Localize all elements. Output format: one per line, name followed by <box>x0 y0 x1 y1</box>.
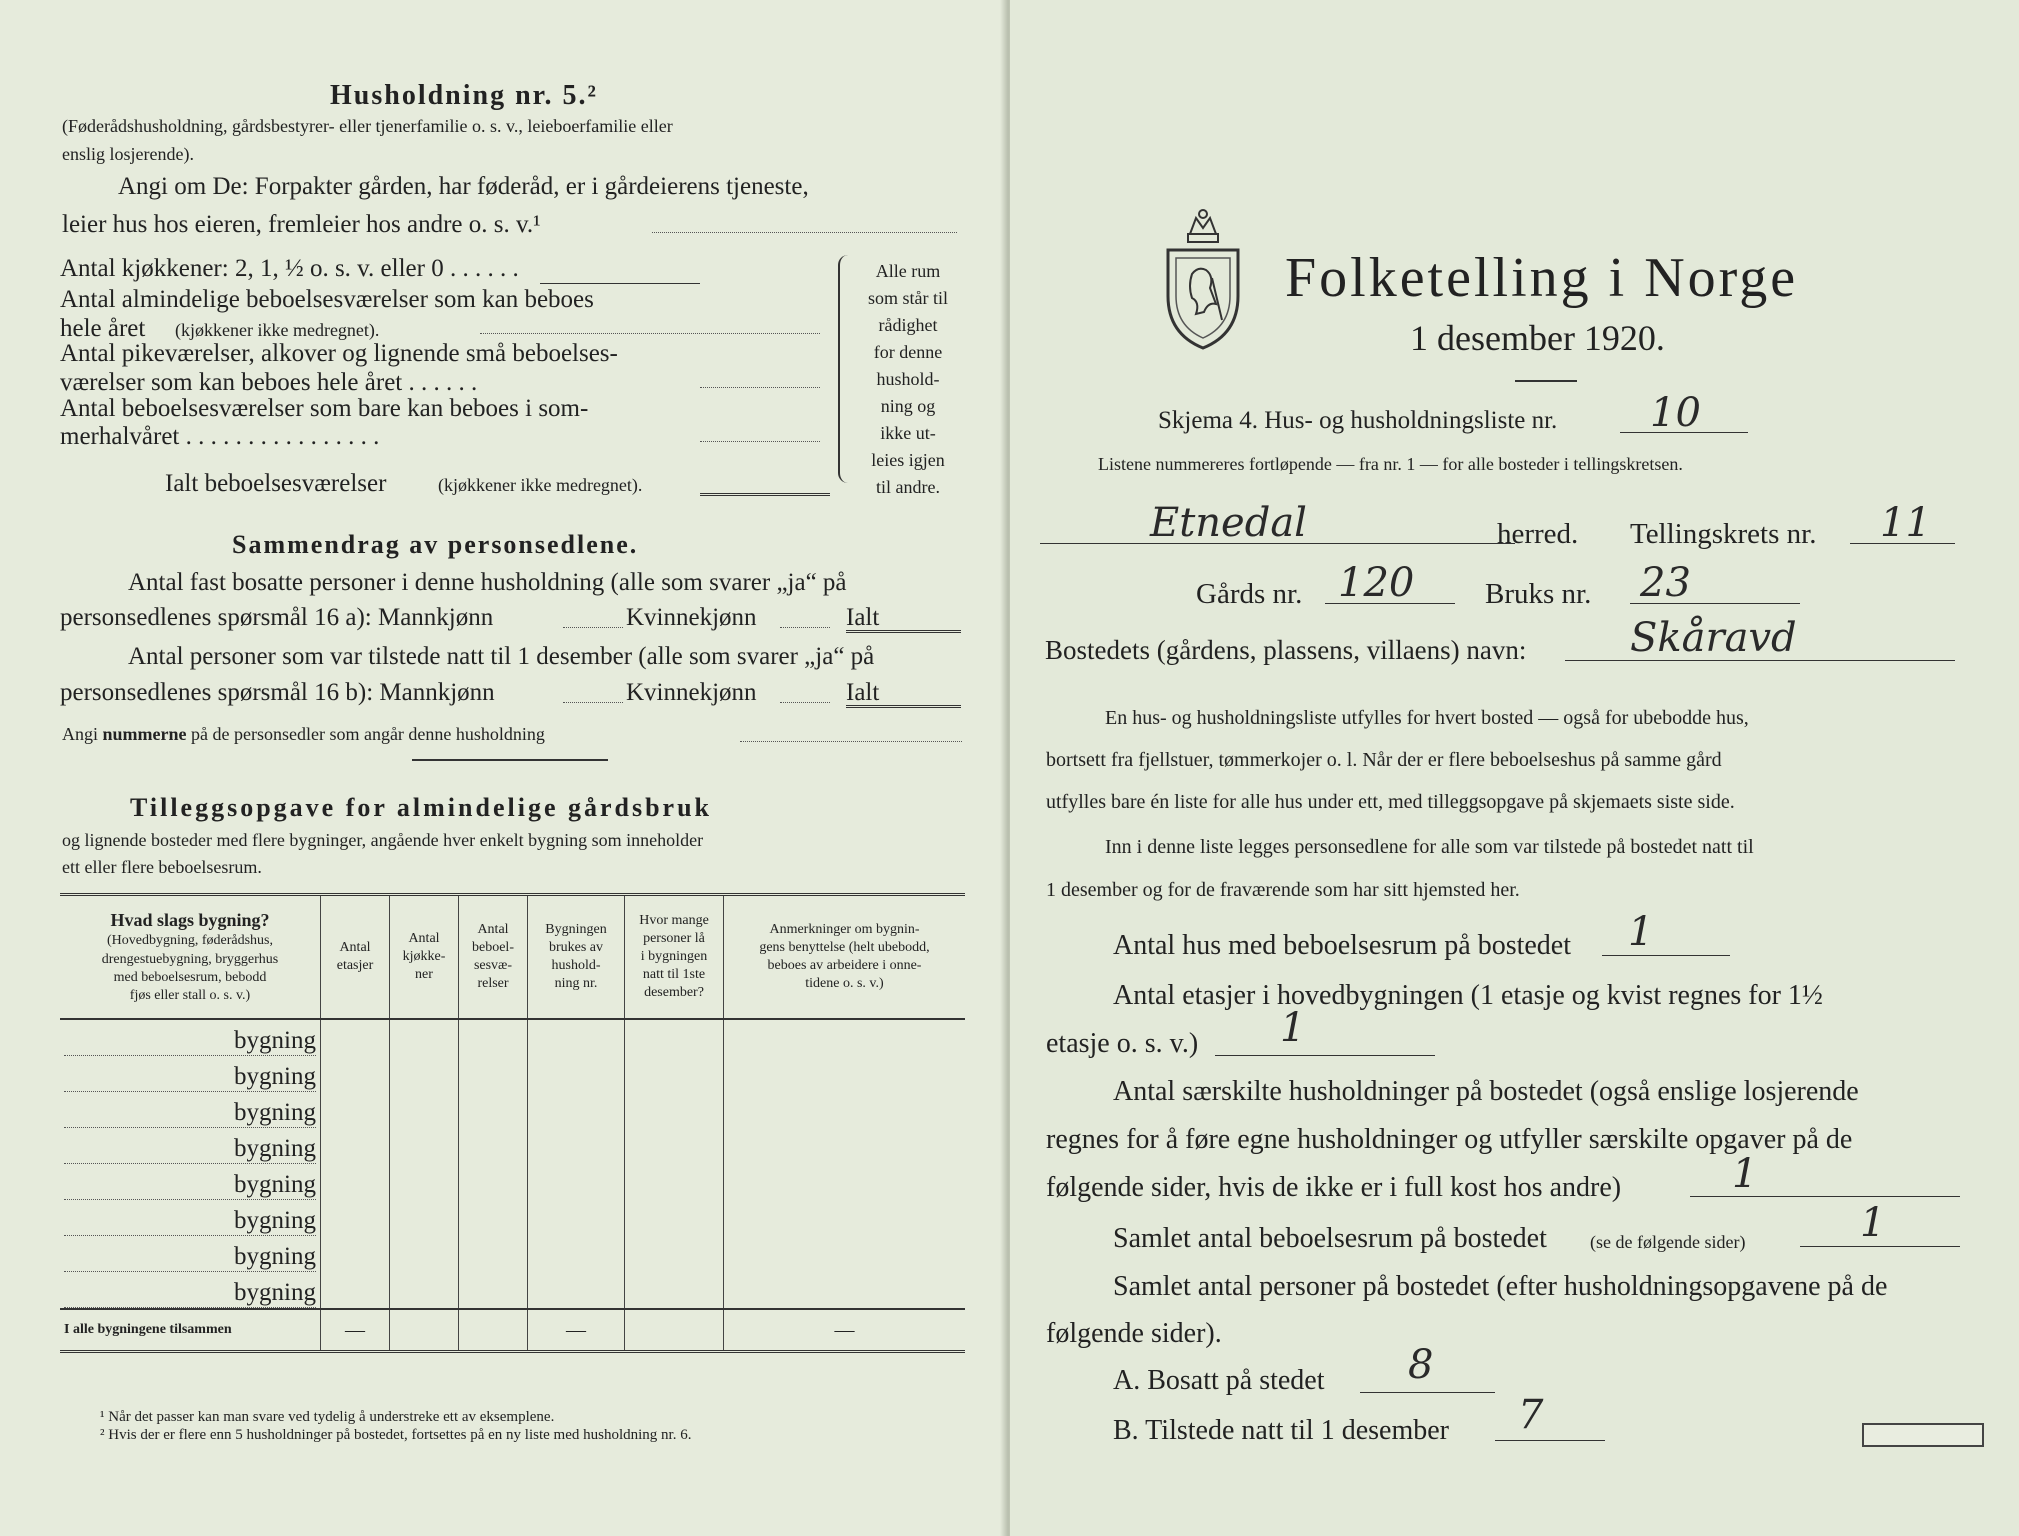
title-rule <box>1515 380 1577 382</box>
summary-1-total-label: Ialt <box>846 604 880 631</box>
section-divider <box>412 759 608 761</box>
intro-line-1: (Føderådshusholdning, gårdsbestyrer- eller tjenerfamilie o. s. v., leieboerfamilie eller <box>62 116 673 136</box>
tillegg-line-2: ett eller flere beboelsesrum. <box>62 857 262 877</box>
table-row <box>60 1200 965 1236</box>
col-building-type-sub: med beboelsesrum, bebodd <box>113 969 267 985</box>
header-line: Antal <box>477 921 509 937</box>
table-row <box>60 1056 965 1092</box>
remarks-cell <box>724 1164 966 1200</box>
household-cell <box>528 1019 625 1056</box>
tillegg-title: Tilleggsopgave for almindelige gårdsbruk <box>130 793 713 822</box>
para-line-3: utfylles bare én liste for alle hus under ett, med tilleggsopgave på skjemaets siste side. <box>1046 791 1735 813</box>
building-cell <box>60 1056 321 1092</box>
rooms-cell <box>459 1200 528 1236</box>
table-row <box>60 1272 965 1309</box>
header-line: hushold- <box>551 958 601 973</box>
tilstede-value: 7 <box>1518 1392 1544 1438</box>
household-cell <box>528 1164 625 1200</box>
kitchens-label: Antal kjøkkener: 2, 1, ½ o. s. v. eller 0 . . . . . . <box>60 255 519 282</box>
brace-note-line: ikke ut- <box>880 423 936 443</box>
summer-rooms-answer-line <box>700 441 820 442</box>
building-cell-line <box>64 1135 316 1164</box>
header-line: relser <box>477 976 509 992</box>
hush-value: 1 <box>1732 1151 1758 1197</box>
persons-cell <box>625 1128 724 1164</box>
header-line: sesvæ- <box>473 958 513 973</box>
summer-rooms-label-2: merhalvåret . . . . . . . . . . . . . . . . <box>60 423 380 450</box>
skjema-value: 10 <box>1650 390 1701 436</box>
persons-cell <box>625 1272 724 1309</box>
brace-note <box>858 258 958 501</box>
hush-line-1: Antal særskilte husholdninger på bostedet (også enslige losjerende <box>1113 1076 1859 1107</box>
persons-cell <box>625 1236 724 1272</box>
household-cell <box>528 1200 625 1236</box>
total-remarks-cell: — <box>724 1309 966 1352</box>
summer-rooms-label-1: Antal beboelsesværelser som bare kan beboes i som- <box>60 395 589 422</box>
remarks-cell <box>724 1272 966 1309</box>
etasjer-line-1: Antal etasjer i hovedbygningen (1 etasje og kvist regnes for 1½ <box>1113 980 1823 1011</box>
header-line: gens benyttelse (helt ubebodd, <box>759 939 930 955</box>
rom-value: 1 <box>1860 1200 1886 1246</box>
angi-nummer-bold: nummerne <box>102 724 187 744</box>
header-line: natt til 1ste <box>642 967 706 983</box>
summary-1-total-line <box>846 630 961 633</box>
printer-stamp <box>1862 1423 1984 1447</box>
building-cell <box>60 1272 321 1309</box>
persons-cell <box>625 1092 724 1128</box>
header-line: Antal <box>339 939 371 955</box>
kitchens-cell <box>390 1164 459 1200</box>
floors-cell <box>321 1164 390 1200</box>
brace-note-line: for denne <box>873 342 943 362</box>
ordinary-rooms-answer-line <box>480 333 820 334</box>
header-line: ning nr. <box>554 976 598 992</box>
footnote-1: ¹ Når det passer kan man svare ved tydelig å understreke ett av eksemplene. <box>100 1409 555 1425</box>
floors-cell <box>321 1019 390 1056</box>
header-line: desember? <box>644 985 704 1001</box>
header-line: tidene o. s. v.) <box>805 976 884 992</box>
brace-note-line: hushold- <box>876 369 940 389</box>
remarks-cell <box>724 1019 966 1056</box>
summary-2-male-line <box>563 702 623 703</box>
tilstede-label: B. Tilstede natt til 1 desember <box>1113 1415 1449 1446</box>
table-header-row <box>60 895 965 1020</box>
rooms-cell <box>459 1128 528 1164</box>
total-rooms-cell <box>459 1309 528 1352</box>
col-floors <box>321 895 390 1020</box>
building-label: bygning <box>234 1171 316 1198</box>
angi-line-1: Angi om De: Forpakter gården, har føderåd, er i gårdeierens tjeneste, <box>118 173 809 200</box>
header-line: beboel- <box>472 939 514 955</box>
floors-cell <box>321 1272 390 1309</box>
building-cell <box>60 1128 321 1164</box>
summary-2-female-line <box>780 702 830 703</box>
table-total-row <box>60 1309 965 1352</box>
building-label: bygning <box>234 1207 316 1234</box>
rom-line <box>1800 1246 1960 1247</box>
bosatt-label: A. Bosatt på stedet <box>1113 1365 1325 1396</box>
norway-coat-of-arms-icon <box>1162 204 1244 352</box>
para-line-4: Inn i denne liste legges personsedlene for alle som var tilstede på bostedet natt til <box>1105 836 1754 858</box>
para-line-2: bortsett fra fjellstuer, tømmerkojer o. l. Når der er flere beboelseshus på samme gård <box>1046 749 1722 771</box>
persons-cell <box>625 1019 724 1056</box>
tilstede-line <box>1495 1440 1605 1441</box>
header-line: Hvor mange <box>639 912 709 928</box>
tellingskrets-label: Tellingskrets nr. <box>1630 518 1817 550</box>
etasjer-line-2: etasje o. s. v.) <box>1046 1028 1199 1059</box>
household-cell <box>528 1272 625 1309</box>
col-building-type-sub: fjøs eller stall o. s. v.) <box>129 987 251 1003</box>
table-row <box>60 1019 965 1056</box>
ordinary-rooms-label-2: hele året <box>60 315 146 342</box>
kitchens-cell <box>390 1236 459 1272</box>
building-cell <box>60 1164 321 1200</box>
kitchens-answer-line <box>540 283 700 284</box>
brace-note-line: leies igjen <box>871 450 945 470</box>
rom-note: (se de følgende sider) <box>1590 1232 1746 1252</box>
kitchens-cell <box>390 1019 459 1056</box>
brace-note-line: Alle rum <box>875 261 941 281</box>
kitchens-cell <box>390 1200 459 1236</box>
header-line: Anmerkninger om bygnin- <box>769 921 920 937</box>
etasjer-answer-line <box>1215 1055 1435 1056</box>
building-cell-line <box>64 1099 316 1128</box>
col-household-no <box>528 895 625 1020</box>
persons-cell <box>625 1200 724 1236</box>
building-cell-line <box>64 1207 316 1236</box>
building-cell-line <box>64 1027 316 1056</box>
bruks-label: Bruks nr. <box>1485 578 1592 610</box>
summary-2-line-1: Antal personer som var tilstede natt til 1 desember (alle som svarer „ja“ på <box>128 643 875 670</box>
table-row <box>60 1092 965 1128</box>
col-rooms <box>459 895 528 1020</box>
summary-2-total-line <box>846 705 961 708</box>
hus-value: 1 <box>1628 909 1654 955</box>
header-line: beboes av arbeidere i onne- <box>767 958 922 973</box>
remarks-cell <box>724 1236 966 1272</box>
total-persons-cell <box>625 1309 724 1352</box>
hush-answer-line <box>1690 1196 1960 1197</box>
brace <box>838 255 854 483</box>
skjema-label: Skjema 4. Hus- og husholdningsliste nr. <box>1158 407 1558 434</box>
para-line-1: En hus- og husholdningsliste utfylles for hvert bosted — også for ubebodde hus, <box>1105 707 1749 729</box>
summary-2-line-2: personsedlenes spørsmål 16 b): Mannkjønn <box>60 679 495 706</box>
building-cell-line <box>64 1243 316 1272</box>
para-line-5: 1 desember og for de fraværende som har sitt hjemsted her. <box>1046 879 1520 901</box>
herred-label: herred. <box>1497 518 1579 550</box>
persons-cell <box>625 1056 724 1092</box>
remarks-cell <box>724 1056 966 1092</box>
hus-label: Antal hus med beboelsesrum på bostedet <box>1113 930 1572 961</box>
bosted-value: Skåravd <box>1630 615 1797 661</box>
angi-nummer <box>62 725 545 743</box>
brace-note-line: til andre. <box>876 477 940 497</box>
summary-1-line-2: personsedlenes spørsmål 16 a): Mannkjønn <box>60 604 494 631</box>
small-rooms-label-1: Antal pikeværelser, alkover og lignende små beboelses- <box>60 340 618 367</box>
herred-value: Etnedal <box>1150 500 1307 546</box>
total-rooms-answer-line <box>700 493 830 496</box>
building-cell <box>60 1236 321 1272</box>
col-persons <box>625 895 724 1020</box>
angi-nummer-line <box>740 741 962 742</box>
small-rooms-answer-line <box>700 387 820 388</box>
header-line: ner <box>415 967 433 983</box>
total-rooms-label: Ialt beboelsesværelser <box>165 470 387 497</box>
summary-1-female-line <box>780 627 830 628</box>
total-label-cell: I alle bygningene tilsammen <box>60 1309 321 1352</box>
bosatt-line <box>1360 1392 1495 1393</box>
floors-cell <box>321 1128 390 1164</box>
bosted-label: Bostedets (gårdens, plassens, villaens) navn: <box>1045 635 1527 665</box>
table-row <box>60 1236 965 1272</box>
header-line: etasjer <box>336 958 374 973</box>
summary-1-male-line <box>563 627 623 628</box>
listene-note: Listene nummereres fortløpende — fra nr. 1 — for alle bosteder i tellingskretsen. <box>1098 454 1683 474</box>
rooms-cell <box>459 1164 528 1200</box>
rooms-cell <box>459 1272 528 1309</box>
kitchens-cell <box>390 1272 459 1309</box>
summary-1-line-1: Antal fast bosatte personer i denne husholdning (alle som svarer „ja“ på <box>128 569 847 596</box>
floors-cell <box>321 1200 390 1236</box>
hush-line-2: regnes for å føre egne husholdninger og utfyller særskilte opgaver på de <box>1046 1124 1853 1155</box>
remarks-cell <box>724 1200 966 1236</box>
household-cell <box>528 1128 625 1164</box>
header-line: Antal <box>408 930 440 946</box>
rom-label: Samlet antal beboelsesrum på bostedet <box>1113 1223 1547 1254</box>
building-cell-line <box>64 1063 316 1092</box>
building-label: bygning <box>234 1063 316 1090</box>
building-cell-line <box>64 1279 316 1308</box>
personer-line-1: Samlet antal personer på bostedet (efter husholdningsopgavene på de <box>1113 1271 1888 1302</box>
rooms-cell <box>459 1092 528 1128</box>
rooms-cell <box>459 1056 528 1092</box>
household-title: Husholdning nr. 5.² <box>330 80 598 111</box>
intro-line-2: enslig losjerende). <box>62 144 194 164</box>
total-floors-cell: — <box>321 1309 390 1352</box>
hus-line <box>1602 955 1730 956</box>
header-line: Bygningen <box>545 921 607 937</box>
table-row <box>60 1128 965 1164</box>
household-cell <box>528 1056 625 1092</box>
floors-cell <box>321 1236 390 1272</box>
kitchens-cell <box>390 1128 459 1164</box>
bosatt-value: 8 <box>1408 1342 1434 1388</box>
summary-2-total-label: Ialt <box>846 679 880 706</box>
col-kitchens <box>390 895 459 1020</box>
buildings-table <box>60 893 965 1353</box>
summary-title: Sammendrag av personsedlene. <box>232 530 639 559</box>
building-label: bygning <box>234 1099 316 1126</box>
etasjer-value: 1 <box>1280 1005 1306 1051</box>
rooms-cell <box>459 1019 528 1056</box>
angi-answer-line <box>652 232 957 233</box>
building-cell <box>60 1019 321 1056</box>
col-remarks <box>724 895 966 1020</box>
angi-nummer-pre: Angi <box>62 724 98 744</box>
gards-label: Gårds nr. <box>1196 578 1303 610</box>
ordinary-rooms-label-1: Antal almindelige beboelsesværelser som kan beboes <box>60 286 594 313</box>
angi-nummer-post: på de personsedler som angår denne husholdning <box>191 724 545 744</box>
col-building-type-title: Hvad slags bygning? <box>110 909 270 930</box>
brace-note-line: rådighet <box>878 315 938 335</box>
remarks-cell <box>724 1092 966 1128</box>
kitchens-cell <box>390 1056 459 1092</box>
gards-value: 120 <box>1338 560 1415 606</box>
hush-line-3: følgende sider, hvis de ikke er i full kost hos andre) <box>1046 1172 1622 1203</box>
small-rooms-label-2: værelser som kan beboes hele året . . . . . . <box>60 369 478 396</box>
personer-line-2: følgende sider). <box>1046 1318 1222 1349</box>
rooms-cell <box>459 1236 528 1272</box>
total-rooms-note: (kjøkkener ikke medregnet). <box>438 475 643 495</box>
header-line: i bygningen <box>640 948 708 964</box>
remarks-cell <box>724 1128 966 1164</box>
brace-note-line: som står til <box>868 288 948 308</box>
col-building-type <box>60 895 321 1020</box>
building-label: bygning <box>234 1243 316 1270</box>
col-building-type-sub: drengestuebygning, bryggerhus <box>101 951 279 967</box>
tellingskrets-value: 11 <box>1880 500 1931 546</box>
floors-cell <box>321 1092 390 1128</box>
building-cell-line <box>64 1171 316 1200</box>
household-cell <box>528 1092 625 1128</box>
total-household-cell: — <box>528 1309 625 1352</box>
floors-cell <box>321 1056 390 1092</box>
building-label: bygning <box>234 1135 316 1162</box>
census-date: 1 desember 1920. <box>1410 318 1665 358</box>
summary-2-female-label: Kvinnekjønn <box>626 679 757 706</box>
header-line: brukes av <box>548 939 604 955</box>
main-title: Folketelling i Norge <box>1285 247 1799 309</box>
household-cell <box>528 1236 625 1272</box>
building-label: bygning <box>234 1027 316 1054</box>
building-cell <box>60 1200 321 1236</box>
kitchens-cell <box>390 1092 459 1128</box>
header-line: personer lå <box>643 930 705 946</box>
col-building-type-sub: (Hovedbygning, føderådshus, <box>106 933 274 949</box>
building-label: bygning <box>234 1279 316 1306</box>
summary-1-female-label: Kvinnekjønn <box>626 604 757 631</box>
left-page <box>0 0 1005 1536</box>
ordinary-rooms-note: (kjøkkener ikke medregnet). <box>175 320 380 340</box>
persons-cell <box>625 1164 724 1200</box>
bruks-value: 23 <box>1640 560 1691 606</box>
total-kitchens-cell <box>390 1309 459 1352</box>
angi-line-2: leier hus hos eieren, fremleier hos andre o. s. v.¹ <box>62 211 541 238</box>
right-page <box>1010 0 2019 1536</box>
brace-note-line: ning og <box>880 396 936 416</box>
tillegg-line-1: og lignende bosteder med flere bygninger, angående hver enkelt bygning som inneholder <box>62 830 704 850</box>
footnote-2: ² Hvis der er flere enn 5 husholdninger på bostedet, fortsettes på en ny liste med husholdning nr. 6. <box>100 1427 692 1443</box>
building-cell <box>60 1092 321 1128</box>
table-row <box>60 1164 965 1200</box>
header-line: kjøkke- <box>402 948 446 964</box>
